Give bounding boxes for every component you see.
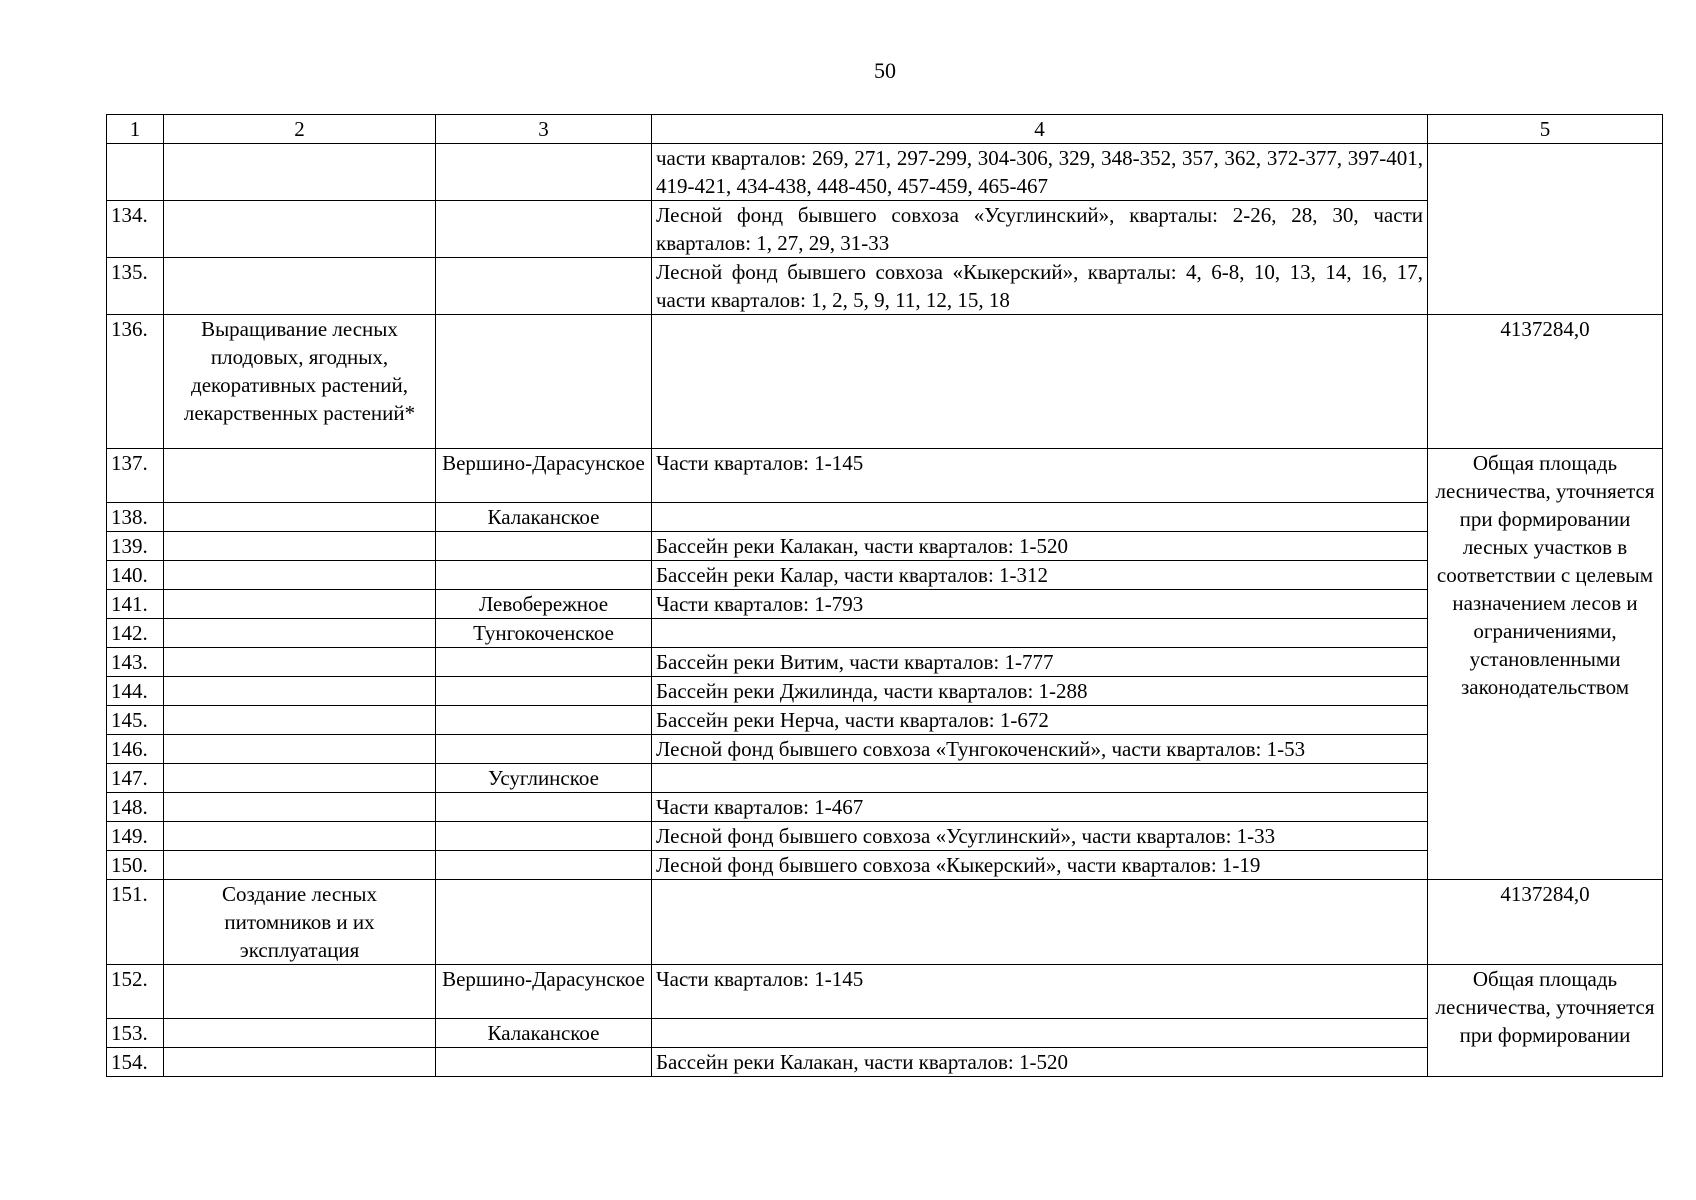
forestry-cell xyxy=(436,1048,652,1077)
table-row xyxy=(107,449,1663,503)
activity-cell xyxy=(164,851,436,880)
forestry-cell xyxy=(436,677,652,706)
table-row xyxy=(107,965,1663,1019)
header-cell-3: 3 xyxy=(436,115,652,144)
forestry-cell xyxy=(436,532,652,561)
row-number-cell: 143. xyxy=(107,648,164,677)
activity-cell xyxy=(164,822,436,851)
location-cell: Лесной фонд бывшего совхоза «Усуглинский», кварталы: 2-26, 28, 30, части кварталов: 1, 27, 29, 31-33 xyxy=(652,201,1428,258)
row-number-cell: 139. xyxy=(107,532,164,561)
row-number-cell: 136. xyxy=(107,315,164,449)
forestry-cell: Вершино-Дарасунское xyxy=(436,965,652,1019)
location-cell: Бассейн реки Калар, части кварталов: 1-312 xyxy=(652,561,1428,590)
forestry-cell xyxy=(436,201,652,258)
location-cell xyxy=(652,880,1428,965)
area-cell: 4137284,0 xyxy=(1428,880,1663,965)
activity-cell xyxy=(164,706,436,735)
forestry-cell: Вершино-Дарасунское xyxy=(436,449,652,503)
activity-cell xyxy=(164,1019,436,1048)
location-cell: Лесной фонд бывшего совхоза «Кыкерский», части кварталов: 1-19 xyxy=(652,851,1428,880)
row-number-cell: 137. xyxy=(107,449,164,503)
area-cell xyxy=(1428,144,1663,315)
forestry-cell xyxy=(436,706,652,735)
activity-cell xyxy=(164,965,436,1019)
location-cell: части кварталов: 269, 271, 297-299, 304-306, 329, 348-352, 357, 362, 372-377, 397-401, 419-421, 434-438, 448-450, 457-459, 465-467 xyxy=(652,144,1428,201)
area-cell: 4137284,0 xyxy=(1428,315,1663,449)
location-cell: Бассейн реки Калакан, части кварталов: 1-520 xyxy=(652,532,1428,561)
activity-cell xyxy=(164,201,436,258)
row-number-cell: 135. xyxy=(107,258,164,315)
row-number-cell: 154. xyxy=(107,1048,164,1077)
row-number-cell: 134. xyxy=(107,201,164,258)
forestry-cell xyxy=(436,793,652,822)
row-number-cell: 146. xyxy=(107,735,164,764)
header-cell-1: 1 xyxy=(107,115,164,144)
forestry-cell: Тунгокоченское xyxy=(436,619,652,648)
activity-cell xyxy=(164,532,436,561)
area-note-cell: Общая площадь лесничества, уточняется при формировании лесных участков в соответствии с целевым назначением лесов и ограничениями, установленными законодательством xyxy=(1428,449,1663,880)
location-cell xyxy=(652,503,1428,532)
activity-cell xyxy=(164,561,436,590)
row-number-cell: 141. xyxy=(107,590,164,619)
table-row xyxy=(107,880,1663,965)
activity-cell xyxy=(164,735,436,764)
activity-cell xyxy=(164,258,436,315)
forestry-cell xyxy=(436,258,652,315)
forestry-cell xyxy=(436,648,652,677)
table-row xyxy=(107,144,1663,201)
table-row xyxy=(107,315,1663,449)
area-note-cell: Общая площадь лесничества, уточняется при формировании xyxy=(1428,965,1663,1077)
forestry-cell: Левобережное xyxy=(436,590,652,619)
activity-cell xyxy=(164,503,436,532)
row-number-cell: 150. xyxy=(107,851,164,880)
forestry-cell: Калаканское xyxy=(436,503,652,532)
header-cell-4: 4 xyxy=(652,115,1428,144)
row-number-cell: 151. xyxy=(107,880,164,965)
row-number-cell: 153. xyxy=(107,1019,164,1048)
activity-cell: Выращивание лесных плодовых, ягодных, декоративных растений, лекарственных растений* xyxy=(164,315,436,449)
location-cell: Части кварталов: 1-467 xyxy=(652,793,1428,822)
location-cell: Лесной фонд бывшего совхоза «Усуглинский», части кварталов: 1-33 xyxy=(652,822,1428,851)
location-cell xyxy=(652,764,1428,793)
row-number-cell: 147. xyxy=(107,764,164,793)
activity-cell: Создание лесных питомников и их эксплуатация xyxy=(164,880,436,965)
forestry-cell xyxy=(436,735,652,764)
row-number-cell: 152. xyxy=(107,965,164,1019)
row-number-cell: 148. xyxy=(107,793,164,822)
row-number-cell: 140. xyxy=(107,561,164,590)
location-cell: Лесной фонд бывшего совхоза «Тунгокоченский», части кварталов: 1-53 xyxy=(652,735,1428,764)
forestry-cell: Усуглинское xyxy=(436,764,652,793)
table-header-row xyxy=(107,115,1663,144)
activity-cell xyxy=(164,677,436,706)
location-cell: Части кварталов: 1-145 xyxy=(652,965,1428,1019)
location-cell: Бассейн реки Джилинда, части кварталов: 1-288 xyxy=(652,677,1428,706)
activity-cell xyxy=(164,648,436,677)
location-cell xyxy=(652,1019,1428,1048)
location-cell: Бассейн реки Витим, части кварталов: 1-777 xyxy=(652,648,1428,677)
location-cell: Части кварталов: 1-145 xyxy=(652,449,1428,503)
header-cell-2: 2 xyxy=(164,115,436,144)
forest-use-table xyxy=(106,114,1663,1077)
row-number-cell: 142. xyxy=(107,619,164,648)
forestry-cell: Калаканское xyxy=(436,1019,652,1048)
location-cell: Бассейн реки Нерча, части кварталов: 1-672 xyxy=(652,706,1428,735)
location-cell xyxy=(652,315,1428,449)
activity-cell xyxy=(164,764,436,793)
forestry-cell xyxy=(436,144,652,201)
activity-cell xyxy=(164,144,436,201)
forestry-cell xyxy=(436,851,652,880)
location-cell: Бассейн реки Калакан, части кварталов: 1-520 xyxy=(652,1048,1428,1077)
header-cell-5: 5 xyxy=(1428,115,1663,144)
activity-cell xyxy=(164,590,436,619)
row-number-cell xyxy=(107,144,164,201)
row-number-cell: 138. xyxy=(107,503,164,532)
forestry-cell xyxy=(436,315,652,449)
forestry-cell xyxy=(436,561,652,590)
activity-cell xyxy=(164,793,436,822)
row-number-cell: 149. xyxy=(107,822,164,851)
forestry-cell xyxy=(436,880,652,965)
activity-cell xyxy=(164,449,436,503)
activity-cell xyxy=(164,1048,436,1077)
forestry-cell xyxy=(436,822,652,851)
location-cell: Части кварталов: 1-793 xyxy=(652,590,1428,619)
location-cell: Лесной фонд бывшего совхоза «Кыкерский», кварталы: 4, 6-8, 10, 13, 14, 16, 17, части кварталов: 1, 2, 5, 9, 11, 12, 15, 18 xyxy=(652,258,1428,315)
page-number: 50 xyxy=(874,58,896,83)
activity-cell xyxy=(164,619,436,648)
location-cell xyxy=(652,619,1428,648)
row-number-cell: 145. xyxy=(107,706,164,735)
row-number-cell: 144. xyxy=(107,677,164,706)
